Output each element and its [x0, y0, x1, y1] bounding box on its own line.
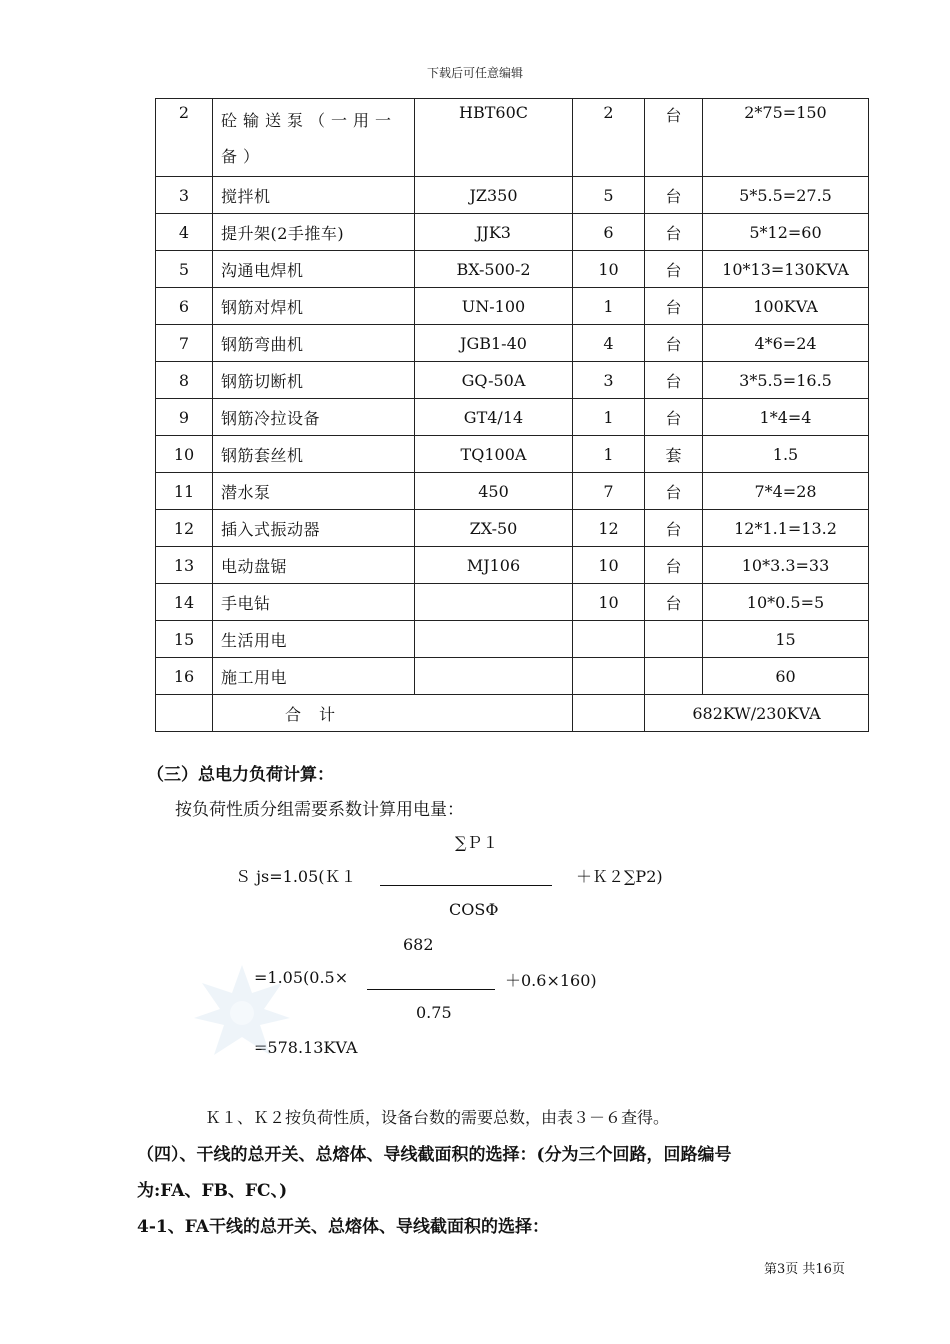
formula2-left: =1.05(0.5×: [254, 968, 349, 987]
cell-equipment-name: 电动盘锯: [213, 547, 415, 584]
cell-quantity: [573, 658, 645, 695]
cell-quantity: 1: [573, 436, 645, 473]
formula2-fraction-bar: [367, 989, 495, 990]
cell-power: 5*12=60: [703, 214, 869, 251]
cell-unit: 台: [645, 362, 703, 399]
table-row: [156, 214, 869, 251]
cell-power: 10*0.5=5: [703, 584, 869, 621]
cell-quantity: 10: [573, 547, 645, 584]
cell-quantity: [573, 621, 645, 658]
cell-no: 10: [156, 436, 213, 473]
cell-model: BX-500-2: [415, 251, 573, 288]
cell-quantity: 6: [573, 214, 645, 251]
cell-model: GQ-50A: [415, 362, 573, 399]
cell-no: 7: [156, 325, 213, 362]
cell-unit: [645, 621, 703, 658]
cell-quantity: 12: [573, 510, 645, 547]
cell-no: 3: [156, 177, 213, 214]
cell-equipment-name: 钢筋切断机: [213, 362, 415, 399]
cell-model: JZ350: [415, 177, 573, 214]
formula1-left: Ｓ js=1.05(Ｋ１: [235, 867, 357, 886]
formula2-denominator: 0.75: [416, 1003, 452, 1022]
cell-power: 15: [703, 621, 869, 658]
cell-power: 10*13=130KVA: [703, 251, 869, 288]
cell-unit: [645, 658, 703, 695]
cell-no: 11: [156, 473, 213, 510]
cell-power: 2*75=150: [703, 99, 869, 177]
cell-quantity: 1: [573, 288, 645, 325]
equipment-table: [155, 98, 869, 732]
cell-power: 3*5.5=16.5: [703, 362, 869, 399]
cell-equipment-name: 施工用电: [213, 658, 415, 695]
cell-power: 1*4=4: [703, 399, 869, 436]
cell-quantity: 2: [573, 99, 645, 177]
cell-model: HBT60C: [415, 99, 573, 177]
cell-equipment-name: 插入式振动器: [213, 510, 415, 547]
cell-no: 9: [156, 399, 213, 436]
cell-power: 12*1.1=13.2: [703, 510, 869, 547]
formula1-denominator: COSΦ: [449, 900, 499, 919]
table-row: [156, 288, 869, 325]
table-row: [156, 473, 869, 510]
cell-model: 450: [415, 473, 573, 510]
section3-note: Ｋ１、Ｋ２按负荷性质，设备台数的需要总数，由表３－６查得。: [205, 1108, 670, 1127]
formula3-result: =578.13KVA: [254, 1038, 358, 1057]
watermark-flower-icon: [192, 963, 292, 1063]
cell-blank: [156, 695, 213, 732]
section4-title-line2: 为:FA、FB、FC、): [137, 1181, 288, 1201]
formula2-numerator: 682: [403, 935, 434, 954]
cell-unit: 台: [645, 251, 703, 288]
table-row: [156, 99, 869, 177]
cell-quantity: 10: [573, 251, 645, 288]
cell-equipment-name: 生活用电: [213, 621, 415, 658]
cell-power: 5*5.5=27.5: [703, 177, 869, 214]
cell-no: 12: [156, 510, 213, 547]
table-row: [156, 251, 869, 288]
section3-intro: 按负荷性质分组需要系数计算用电量：: [175, 800, 464, 820]
cell-unit: 台: [645, 547, 703, 584]
table-row: [156, 584, 869, 621]
cell-blank: [573, 695, 645, 732]
cell-quantity: 10: [573, 584, 645, 621]
table-row: [156, 658, 869, 695]
cell-quantity: 4: [573, 325, 645, 362]
cell-no: 14: [156, 584, 213, 621]
cell-no: 15: [156, 621, 213, 658]
cell-model: [415, 658, 573, 695]
cell-unit: 台: [645, 99, 703, 177]
cell-unit: 台: [645, 214, 703, 251]
cell-power: 4*6=24: [703, 325, 869, 362]
cell-equipment-name: 钢筋弯曲机: [213, 325, 415, 362]
cell-equipment-name: 手电钻: [213, 584, 415, 621]
cell-unit: 台: [645, 473, 703, 510]
section4-title-line1: （四）、干线的总开关、总熔体、导线截面积的选择：(分为三个回路，回路编号: [137, 1145, 732, 1165]
cell-equipment-name: 钢筋对焊机: [213, 288, 415, 325]
cell-model: [415, 621, 573, 658]
table-row: [156, 399, 869, 436]
cell-no: 6: [156, 288, 213, 325]
cell-power: 60: [703, 658, 869, 695]
formula1-numerator: ∑Ｐ１: [455, 833, 499, 852]
cell-model: JGB1-40: [415, 325, 573, 362]
cell-equipment-name: 砼输送泵（一用一备）: [213, 99, 415, 177]
cell-unit: 台: [645, 510, 703, 547]
cell-no: 13: [156, 547, 213, 584]
cell-no: 2: [156, 99, 213, 177]
table-row: [156, 510, 869, 547]
cell-equipment-name: 搅拌机: [213, 177, 415, 214]
section3-title: （三）总电力负荷计算：: [147, 765, 334, 785]
cell-model: UN-100: [415, 288, 573, 325]
cell-power: 100KVA: [703, 288, 869, 325]
cell-unit: 台: [645, 584, 703, 621]
cell-unit: 台: [645, 399, 703, 436]
cell-power: 1.5: [703, 436, 869, 473]
cell-model: JJK3: [415, 214, 573, 251]
cell-quantity: 5: [573, 177, 645, 214]
formula2-right: ＋0.6×160): [505, 971, 597, 990]
cell-equipment-name: 沟通电焊机: [213, 251, 415, 288]
cell-model: [415, 584, 573, 621]
formula1-right: ＋Ｋ２∑P2): [576, 867, 663, 886]
cell-model: GT4/14: [415, 399, 573, 436]
cell-unit: 套: [645, 436, 703, 473]
cell-power: 10*3.3=33: [703, 547, 869, 584]
cell-model: TQ100A: [415, 436, 573, 473]
cell-equipment-name: 提升架(2手推车): [213, 214, 415, 251]
table-row: [156, 177, 869, 214]
cell-equipment-name: 钢筋套丝机: [213, 436, 415, 473]
cell-quantity: 7: [573, 473, 645, 510]
cell-quantity: 3: [573, 362, 645, 399]
cell-no: 5: [156, 251, 213, 288]
cell-unit: 台: [645, 177, 703, 214]
cell-no: 8: [156, 362, 213, 399]
formula1-fraction-bar: [380, 885, 552, 886]
cell-model: ZX-50: [415, 510, 573, 547]
total-value: 682KW/230KVA: [645, 695, 869, 732]
table-row: [156, 436, 869, 473]
table-row: [156, 325, 869, 362]
cell-no: 16: [156, 658, 213, 695]
cell-power: 7*4=28: [703, 473, 869, 510]
cell-unit: 台: [645, 288, 703, 325]
table-row: [156, 547, 869, 584]
section4-1-title: 4-1、FA干线的总开关、总熔体、导线截面积的选择：: [137, 1217, 549, 1237]
cell-no: 4: [156, 214, 213, 251]
page-footer: 第3页 共16页: [764, 1262, 845, 1277]
cell-equipment-name: 潜水泵: [213, 473, 415, 510]
cell-equipment-name: 钢筋冷拉设备: [213, 399, 415, 436]
cell-model: MJ106: [415, 547, 573, 584]
total-label: 合计: [213, 695, 573, 732]
cell-unit: 台: [645, 325, 703, 362]
table-row: [156, 621, 869, 658]
table-row: [156, 362, 869, 399]
table-total-row: [156, 695, 869, 732]
page-header: 下载后可任意编辑: [426, 66, 523, 80]
cell-quantity: 1: [573, 399, 645, 436]
